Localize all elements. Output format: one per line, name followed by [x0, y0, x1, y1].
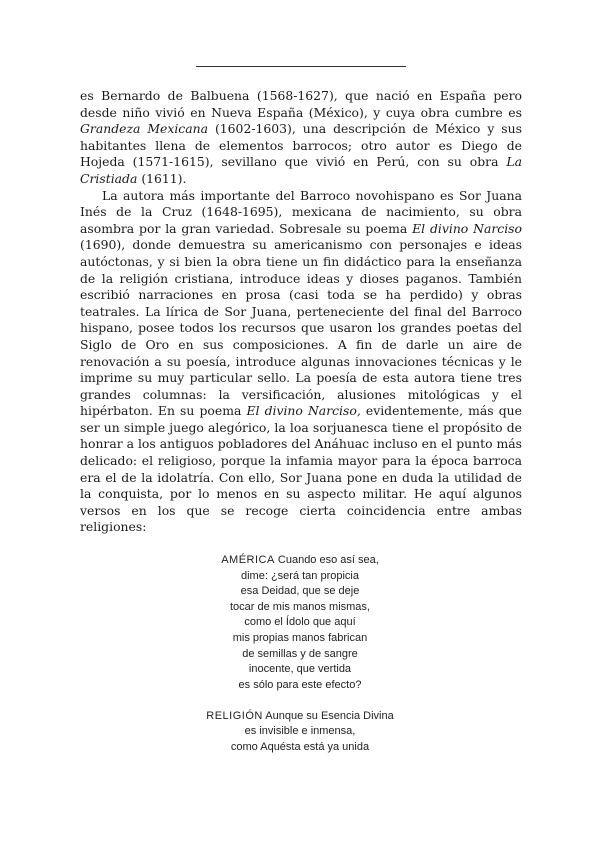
paragraph-1-text-c: (1611). [137, 170, 187, 186]
verse-line: esa Deidad, que se deje [240, 585, 360, 598]
title-el-divino-narciso-2: El divino Narciso, [246, 403, 361, 419]
paragraph-1-text-a: es Bernardo de Balbuena (1568-1627), que nació en España pero desde niño vivió en Nueva España (México), y cuya obra cumbre es [80, 88, 522, 120]
verse-line-text: Aunque su Esencia Divina [265, 709, 394, 722]
title-el-divino-narciso: El divino Narciso [412, 220, 522, 236]
verse-line: mis propias manos fabrican [232, 631, 368, 644]
verse-line-text: Cuando eso así sea, [277, 554, 379, 566]
verse-line: como Aquésta está ya unida [230, 740, 370, 753]
verse-line [150, 709, 450, 725]
verse-line: tocar de mis manos mismas, [230, 600, 370, 613]
verse-line [150, 553, 450, 569]
speaker-religion: RELIGIÓN [206, 709, 263, 722]
paragraph-1 [80, 88, 522, 188]
verse-line: de semillas y de sangre [242, 647, 358, 660]
header-rule [196, 66, 406, 67]
verse-line: es invisible e inmensa, [244, 725, 356, 738]
paragraph-2 [80, 188, 522, 536]
body-text [80, 88, 522, 536]
paragraph-1-text-b: (1602-1603), una descripción de México y sus habitantes llena de elementos barrocos; otro autor es Diego de Hojeda (1571-1615), sevillano que vivió en Perú, con su obra [80, 121, 522, 170]
stanza-america [150, 553, 450, 693]
stanza-religion [150, 709, 450, 756]
verse-line: como el Ídolo que aquí [244, 616, 356, 629]
paragraph-2-text-a: La autora más importante del Barroco novohispano es Sor Juana Inés de la Cruz (1648-1695), mexicana de nacimiento, su obra asombra por la gran variedad. Sobresale su poema [80, 187, 522, 236]
paragraph-2-text-c: evidentemente, más que ser un simple juego alegórico, la loa sorjuanesca tiene el propósito de honrar a los antiguos pobladores del Anáhuac incluso en el punto más delicado: el religioso, porque la infamia mayor para la época barroca era el de la idolatría. Con ello, Sor Juana pone en duda la utilidad de la conquista, por lo menos en su aspecto militar. He aquí algunos versos en los que se recoge cierta coincidencia entre ambas religiones: [80, 403, 522, 535]
verse-line: dime: ¿será tan propicia [241, 569, 359, 582]
title-la-cristiada: La Cristiada [80, 154, 522, 186]
verse-line: inocente, que vertida [248, 663, 352, 676]
speaker-america: AMÉRICA [221, 554, 275, 566]
verse-quote [150, 553, 450, 771]
paragraph-2-text-b: (1690), donde demuestra su americanismo con personajes e ideas autóctonas, y si bien la obra tiene un fin didáctico para la enseñanza de la religión cristiana, introduce ideas y dioses paganos. También escribió narraciones en prosa (casi toda se ha perdido) y obras teatrales. La lírica de Sor Juana, perteneciente del final del Barroco hispano, posee todos los recursos que usaron los grandes poetas del Siglo de Oro en sus composiciones. A fin de darle un aire de renovación a su poesía, introduce algunas innovaciones técnicas y le imprime su muy particular sello. La poesía de esta autora tiene tres grandes columnas: la versificación, alusiones mitológicas y el hipérbaton. En su poema [80, 237, 522, 419]
verse-line: es sólo para este efecto? [238, 678, 362, 691]
title-grandeza-mexicana: Grandeza Mexicana [80, 121, 208, 137]
